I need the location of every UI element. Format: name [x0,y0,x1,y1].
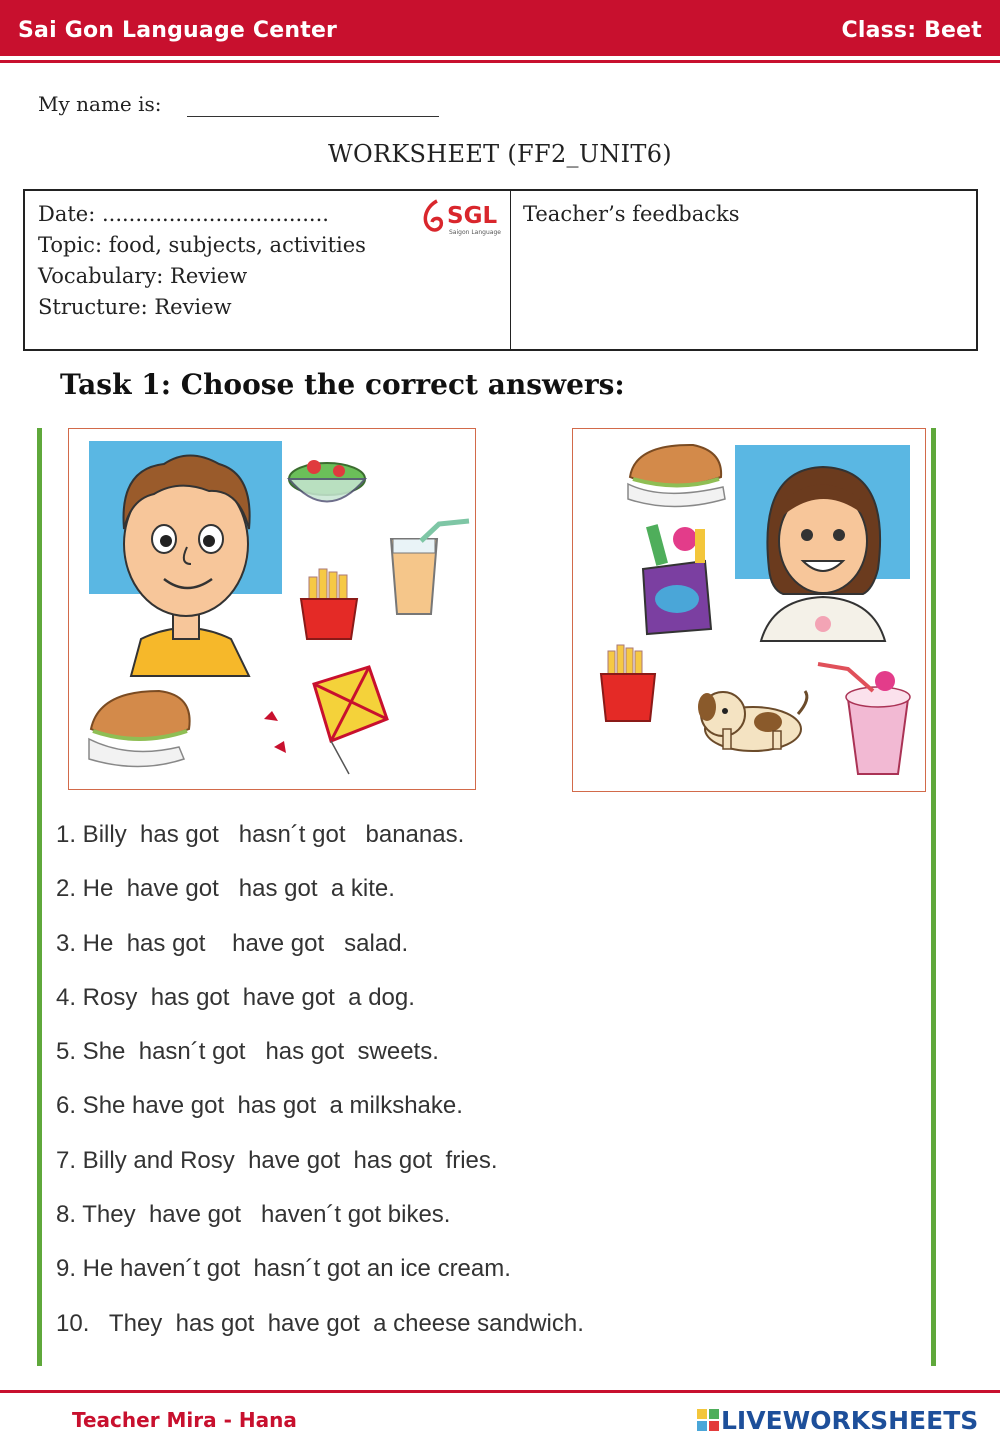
orange-juice-icon [391,521,469,614]
girl-rosy-icon [735,445,910,641]
sentence-1[interactable]: 1. Billy has got hasn´t got bananas. [56,821,465,848]
liveworksheets-icon [697,1409,719,1431]
sentence-4[interactable]: 4. Rosy has got have got a dog. [56,983,415,1011]
fries-icon [601,645,655,721]
sweets-icon [643,524,711,634]
sentence-7[interactable]: 7. Billy and Rosy have got has got fries. [56,1146,498,1174]
task1-title: Task 1: Choose the correct answers: [60,368,625,401]
structure-line: Structure: Review [38,295,232,319]
sgl-logo [417,195,509,239]
sandwich-icon [628,445,725,507]
sentence-8[interactable]: 8. They have got haven´t got bikes. [56,1201,451,1229]
name-label: My name is: [38,92,162,116]
header-divider [0,60,1000,63]
teacher-credit: Teacher Mira - Hana [72,1408,297,1432]
sentence-10[interactable]: 10. They has got have got a cheese sandwich. [56,1309,584,1337]
sentence-9[interactable]: 9. He haven´t got hasn´t got an ice cream. [56,1255,511,1283]
sandwich-icon [89,691,190,767]
vocabulary-line: Vocabulary: Review [38,264,248,288]
name-input-line[interactable] [187,116,439,117]
sentence-5[interactable]: 5. She hasn´t got has got sweets. [56,1038,439,1066]
svg-text:SGL: SGL [447,203,498,229]
worksheet-title: WORKSHEET (FF2_UNIT6) [328,140,672,168]
billy-picture-panel [68,428,476,790]
svg-text:Saigon Language: Saigon Language [449,229,501,236]
teacher-feedback-label: Teacher’s feedbacks [523,202,740,226]
liveworksheets-logo [697,1406,978,1435]
green-frame-right [931,428,936,1366]
sentence-6[interactable]: 6. She have got has got a milkshake. [56,1092,463,1120]
salad-icon [289,460,365,502]
footer-divider [0,1390,1000,1393]
header-bar [0,0,1000,56]
sentence-list [56,817,584,1360]
rosy-picture-panel [572,428,926,792]
fries-icon [301,569,357,639]
liveworksheets-text: LIVEWORKSHEETS [721,1406,979,1435]
date-line: Date: .................................. [38,202,329,226]
info-table [23,189,978,351]
class-label: Class: Beet [841,18,982,43]
info-divider [510,191,511,349]
milkshake-icon [818,664,910,774]
dog-icon [698,691,807,751]
topic-line: Topic: food, subjects, activities [38,233,366,257]
green-frame-left [37,428,42,1366]
info-details [38,199,366,323]
kite-icon [264,667,387,774]
school-name: Sai Gon Language Center [18,18,338,43]
sentence-2[interactable]: 2. He have got has got a kite. [56,875,395,903]
boy-billy-icon [89,441,282,676]
sentence-3[interactable]: 3. He has got have got salad. [56,929,409,957]
